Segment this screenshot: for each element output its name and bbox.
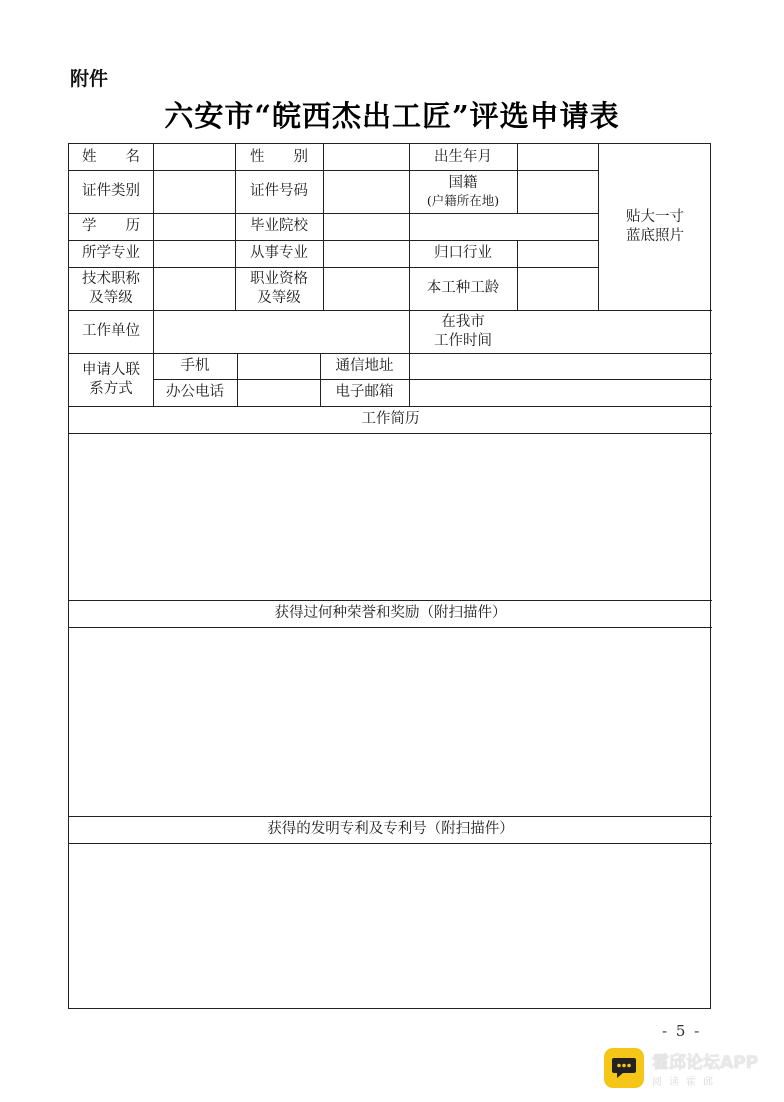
contact-label: 申请人联 系方式 — [82, 361, 140, 397]
school-label: 毕业院校 — [250, 218, 308, 234]
major-field[interactable] — [153, 240, 235, 267]
city-time-label: 在我市 工作时间 — [434, 313, 492, 349]
name-field[interactable] — [153, 144, 235, 170]
work-age-field[interactable] — [517, 267, 598, 310]
patents-header: 获得的发明专利及专利号（附扫描件） — [267, 821, 514, 837]
mobile-label: 手机 — [180, 357, 210, 374]
application-form-table — [68, 143, 711, 1009]
id-type-label: 证件类别 — [82, 183, 140, 199]
work-age-label: 本工种工龄 — [426, 280, 500, 296]
qualification-field[interactable] — [323, 267, 409, 310]
honors-field[interactable] — [69, 627, 712, 816]
education-label: 学 历 — [82, 218, 140, 234]
employer-field[interactable] — [153, 310, 409, 353]
city-time-field[interactable] — [517, 310, 712, 353]
gender-label: 性 别 — [250, 148, 308, 165]
patents-field[interactable] — [69, 843, 712, 1008]
address-label: 通信地址 — [335, 357, 394, 374]
photo-placeholder[interactable]: 贴大一寸 蓝底照片 — [626, 209, 684, 244]
nationality-field[interactable] — [517, 170, 598, 213]
major-label: 所学专业 — [82, 245, 140, 261]
watermark-sub: 阅读霍邱 — [652, 1077, 720, 1088]
id-number-label: 证件号码 — [250, 183, 308, 199]
industry-field[interactable] — [517, 240, 598, 267]
industry-label: 归口行业 — [434, 245, 492, 261]
tech-title-label: 技术职称 及等级 — [82, 270, 140, 306]
attachment-label: 附件 — [70, 68, 109, 90]
watermark-name: 霍邱论坛APP — [652, 1053, 759, 1073]
office-phone-field[interactable] — [237, 379, 320, 406]
nationality-main-label: 国籍 — [448, 175, 478, 191]
mobile-field[interactable] — [237, 353, 320, 379]
resume-field[interactable] — [69, 433, 712, 600]
name-label: 姓 名 — [82, 148, 140, 165]
watermark — [604, 1046, 774, 1090]
school-field[interactable] — [323, 213, 598, 240]
form-title: 六安市“皖西杰出工匠”评选申请表 — [164, 99, 620, 133]
birth-label: 出生年月 — [434, 148, 492, 165]
work-major-field[interactable] — [323, 240, 409, 267]
email-field[interactable] — [409, 379, 712, 406]
employer-label: 工作单位 — [82, 323, 140, 339]
nationality-sub-label: (户籍所在地) — [426, 193, 500, 208]
gender-field[interactable] — [323, 144, 409, 170]
work-major-label: 从事专业 — [250, 245, 308, 261]
id-type-field[interactable] — [153, 170, 235, 213]
page-number: - 5 - — [662, 1022, 702, 1040]
email-label: 电子邮箱 — [335, 384, 394, 400]
education-field[interactable] — [153, 213, 235, 240]
nationality-label — [409, 170, 517, 213]
qualification-label: 职业资格 及等级 — [250, 270, 308, 306]
tech-title-field[interactable] — [153, 267, 235, 310]
office-phone-label: 办公电话 — [166, 384, 224, 400]
honors-header: 获得过何种荣誉和奖励（附扫描件） — [274, 605, 507, 621]
chat-bubble-icon — [604, 1048, 644, 1088]
id-number-field[interactable] — [323, 170, 409, 213]
resume-header: 工作简历 — [361, 411, 420, 427]
address-field[interactable] — [409, 353, 712, 379]
birth-field[interactable] — [517, 144, 598, 170]
